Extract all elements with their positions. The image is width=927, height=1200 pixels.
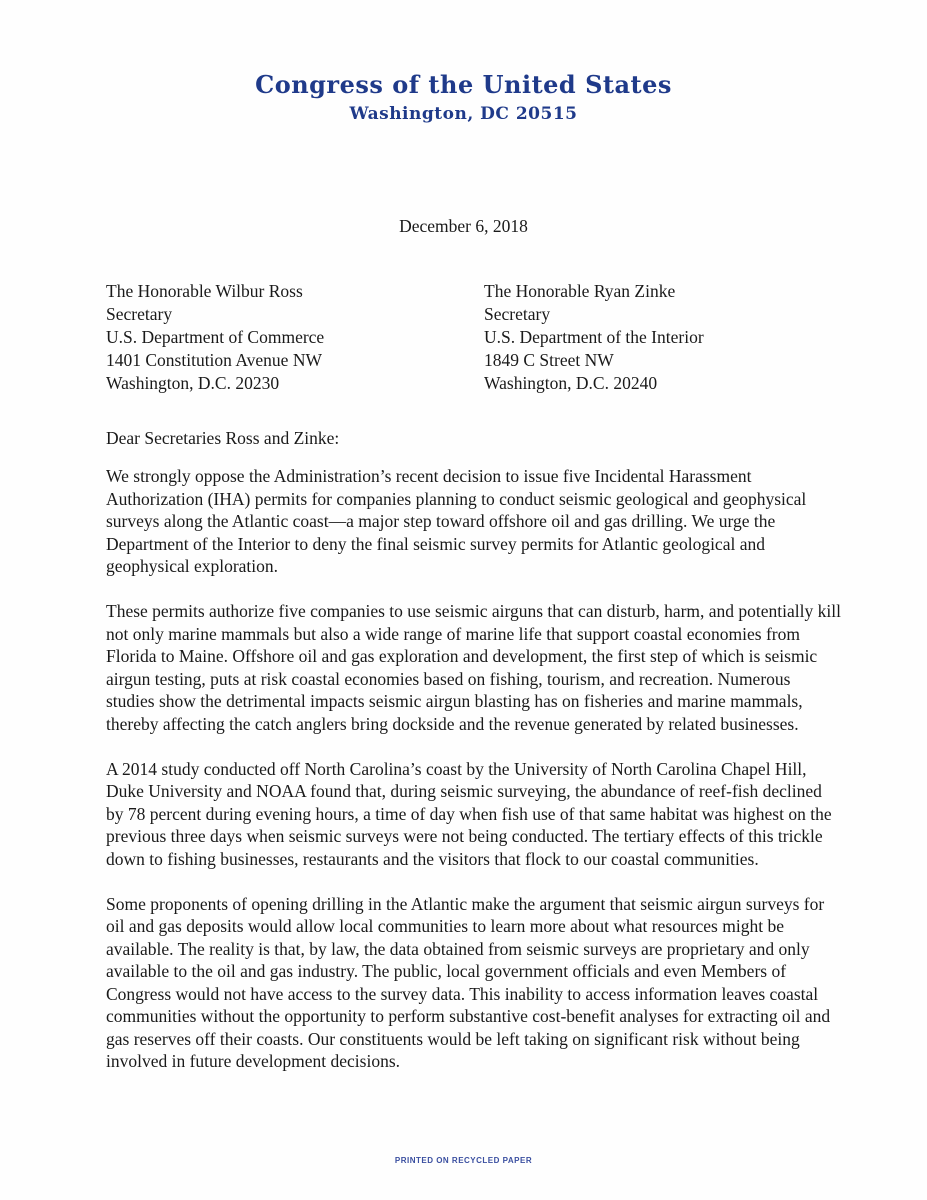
recipient-street: 1849 C Street NW	[484, 350, 614, 370]
recipient-name: The Honorable Ryan Zinke	[484, 281, 676, 301]
recipient-street: 1401 Constitution Avenue NW	[106, 350, 322, 370]
recycled-paper-notice: PRINTED ON RECYCLED PAPER	[394, 1156, 533, 1165]
recipient-department: U.S. Department of the Interior	[484, 327, 704, 347]
letterhead-title: Congress of the United States	[255, 70, 672, 99]
letterhead-subtitle: Washington, DC 20515	[349, 104, 578, 124]
recipient-department: U.S. Department of Commerce	[106, 327, 325, 347]
recipient-title: Secretary	[106, 304, 173, 324]
letter-body	[106, 465, 841, 1095]
letter-date: December 6, 2018	[399, 216, 528, 236]
body-paragraph: These permits authorize five companies to use seismic airguns that can disturb, harm, and potentially kill not only marine mammals but also a wide range of marine life that support coastal economies from Florida to Maine. Offshore oil and gas exploration and development, the first step of which is seismic airgun testing, puts at risk coastal economies based on fishing, tourism, and recreation. Numerous studies show the detrimental impacts seismic airgun blasting has on fisheries and marine mammals, thereby affecting the catch anglers bring dockside and the revenue generated by related businesses.	[106, 601, 841, 734]
body-paragraph: A 2014 study conducted off North Carolina’s coast by the University of North Carolina Chapel Hill, Duke University and NOAA found that, during seismic surveying, the abundance of reef-fish declined by 78 percent during evening hours, a time of day when fish use of that same habitat was highest on the previous three days when seismic surveys were not being conducted. The tertiary effects of this trickle down to fishing businesses, restaurants and the visitors that flock to our coastal communities.	[106, 758, 832, 869]
recipient-city: Washington, D.C. 20230	[106, 373, 280, 393]
recipient-city: Washington, D.C. 20240	[484, 373, 658, 393]
recipient-address-interior	[484, 280, 704, 395]
body-paragraph: We strongly oppose the Administration’s recent decision to issue five Incidental Harassment Authorization (IHA) permits for companies planning to conduct seismic geological and geophysical surveys along the Atlantic coast—a major step toward offshore oil and gas drilling. We urge the Department of the Interior to deny the final seismic survey permits for Atlantic geological and geophysical exploration.	[106, 466, 807, 576]
recipient-address-commerce	[106, 280, 324, 395]
body-paragraph: Some proponents of opening drilling in the Atlantic make the argument that seismic airgun surveys for oil and gas deposits would allow local communities to learn more about what resources might be available. The reality is that, by law, the data obtained from seismic surveys are proprietary and only available to the oil and gas industry. The public, local government officials and even Members of Congress would not have access to the survey data. This inability to access information leaves coastal communities without the opportunity to perform substantive cost-benefit analyses for extracting oil and gas reserves off their coasts. Our constituents would be left taking on significant risk without being involved in future development decisions.	[106, 893, 831, 1071]
salutation: Dear Secretaries Ross and Zinke:	[106, 428, 340, 448]
recipient-name: The Honorable Wilbur Ross	[106, 281, 303, 301]
recipient-title: Secretary	[484, 304, 551, 324]
